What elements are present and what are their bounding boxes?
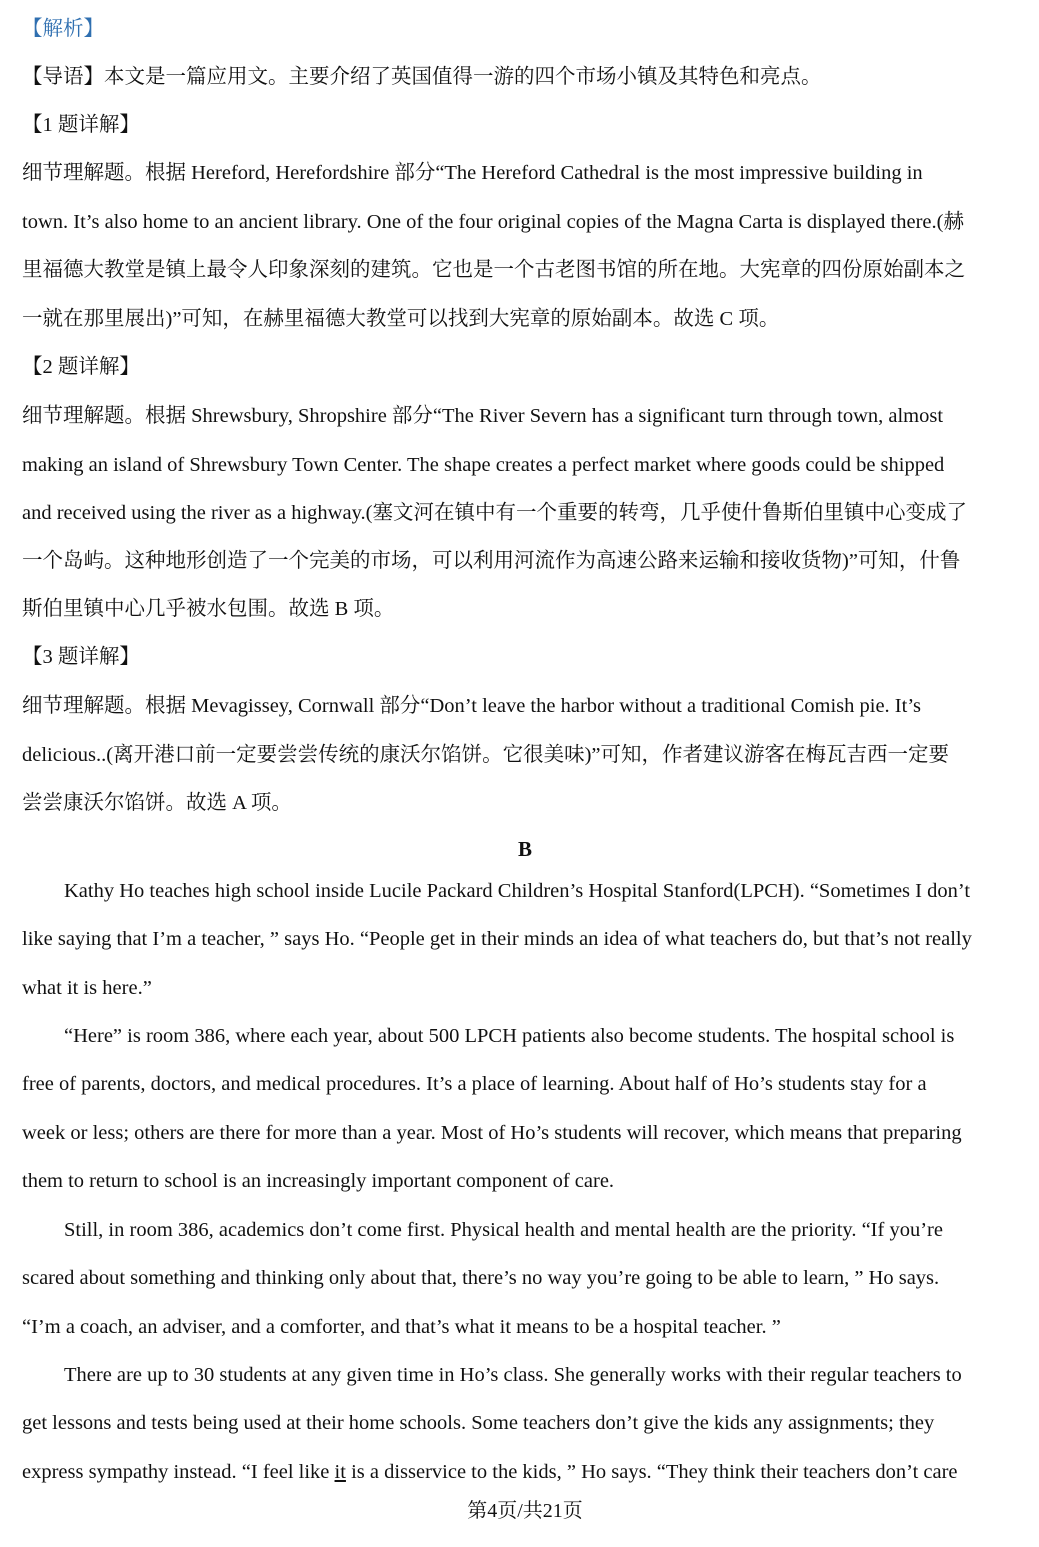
q3-line: 尝尝康沃尔馅饼。故选 A 项。 (22, 792, 292, 814)
passage-line: scared about something and thinking only about that, there’s no way you’re going to be able to learn, ” Ho says. (22, 1267, 940, 1289)
q1-line: 一就在那里展出)”可知，在赫里福德大教堂可以找到大宪章的原始副本。故选 C 项。 (22, 308, 780, 330)
passage-title: B (517, 837, 532, 861)
q2-line: 一个岛屿。这种地形创造了一个完美的市场，可以利用河流作为高速公路来运输和接收货物)”可知，什鲁 (22, 550, 961, 572)
q2-line: making an island of Shrewsbury Town Center. The shape creates a perfect market where goods could be shipped (22, 454, 945, 476)
q3-line: delicious..(离开港口前一定要尝尝传统的康沃尔馅饼。它很美味)”可知，作者建议游客在梅瓦吉西一定要 (22, 744, 950, 766)
q2-line: 斯伯里镇中心几乎被水包围。故选 B 项。 (22, 598, 395, 620)
passage-last-line (22, 1457, 958, 1487)
q3-line: 细节理解题。根据 Mevagissey, Cornwall 部分“Don’t leave the harbor without a traditional Comish pie. It’s (22, 695, 922, 717)
q1-line: 细节理解题。根据 Hereford, Herefordshire 部分“The Hereford Cathedral is the most impressive building in (22, 162, 923, 184)
q1-line: town. It’s also home to an ancient library. One of the four original copies of the Magna Carta is displayed there.(赫 (22, 211, 964, 233)
passage-line: get lessons and tests being used at their home schools. Some teachers don’t give the kids any assignments; they (22, 1412, 935, 1434)
q3-heading: 【3 题详解】 (22, 646, 140, 668)
passage-line: “Here” is room 386, where each year, about 500 LPCH patients also become students. The hospital school is (64, 1025, 955, 1047)
q1-heading: 【1 题详解】 (22, 114, 140, 136)
passage-text: is a disservice to the kids, ” Ho says. “They think their teachers don’t care (345, 1461, 958, 1483)
passage-line: “I’m a coach, an adviser, and a comforter, and that’s what it means to be a hospital teacher. ” (22, 1316, 781, 1338)
passage-text: express sympathy instead. “I feel like (22, 1461, 335, 1483)
passage-line: free of parents, doctors, and medical procedures. It’s a place of learning. About half of Ho’s students stay for a (22, 1073, 927, 1095)
passage-line: what it is here.” (22, 977, 152, 999)
passage-line: them to return to school is an increasingly important component of care. (22, 1170, 615, 1192)
underlined-word: it (334, 1461, 346, 1483)
passage-line: There are up to 30 students at any given time in Ho’s class. She generally works with their regular teachers to (64, 1364, 962, 1386)
passage-line: Kathy Ho teaches high school inside Lucile Packard Children’s Hospital Stanford(LPCH). “Sometimes I don’t (64, 880, 971, 902)
passage-line: like saying that I’m a teacher, ” says Ho. “People get in their minds an idea of what teachers do, but that’s not really (22, 928, 972, 950)
q1-line: 里福德大教堂是镇上最令人印象深刻的建筑。它也是一个古老图书馆的所在地。大宪章的四份原始副本之 (22, 259, 965, 281)
passage-line: week or less; others are there for more than a year. Most of Ho’s students will recover, which means that preparing (22, 1122, 962, 1144)
q2-heading: 【2 题详解】 (22, 356, 140, 378)
q2-line: 细节理解题。根据 Shrewsbury, Shropshire 部分“The River Severn has a significant turn through town, almost (22, 405, 944, 427)
q2-line: and received using the river as a highway.(塞文河在镇中有一个重要的转弯，几乎使什鲁斯伯里镇中心变成了 (22, 502, 967, 524)
passage-line: Still, in room 386, academics don’t come first. Physical health and mental health are the priority. “If you’re (64, 1219, 943, 1241)
guide-paragraph: 【导语】本文是一篇应用文。主要介绍了英国值得一游的四个市场小镇及其特色和亮点。 (22, 66, 822, 88)
page-footer: 第4页/共21页 (467, 1500, 583, 1522)
analysis-heading: 【解析】 (22, 18, 104, 40)
